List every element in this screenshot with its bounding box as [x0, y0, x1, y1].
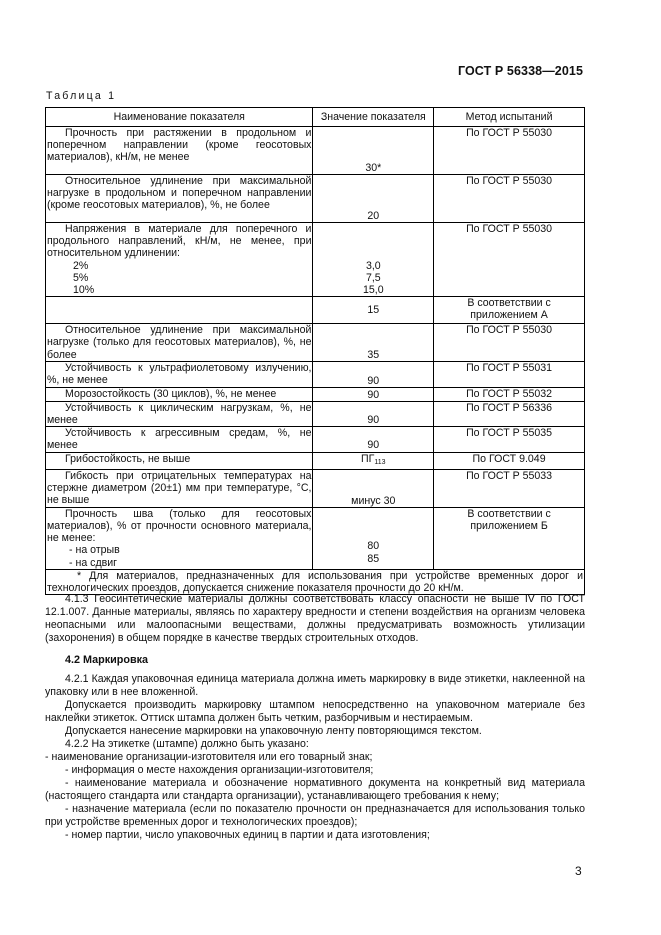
test-method: По ГОСТ Р 56336 — [434, 401, 585, 426]
test-method: В соответствии с приложением Б — [434, 507, 585, 569]
section-heading-4-2: 4.2 Маркировка — [65, 654, 149, 666]
test-method: По ГОСТ Р 55030 — [434, 223, 585, 297]
test-method: По ГОСТ Р 55030 — [434, 127, 585, 175]
sub-item: - на отрыв — [69, 544, 120, 557]
indicator-value: 35 — [313, 324, 434, 362]
indicator-name: Прочность при растяжении в продольном и поперечном направлении (кроме геосотовых материалов), кН/м, не менее — [47, 127, 312, 164]
indicator-name — [46, 297, 313, 324]
table-caption: Таблица 1 — [46, 90, 117, 102]
table-row — [46, 175, 585, 223]
indicator-value: 90 — [313, 387, 434, 401]
list-item: - наименование организации-изготовителя или его товарный знак; — [45, 751, 373, 763]
paragraph-4-2-2: 4.2.2 На этикетке (штампе) должно быть указано: — [65, 738, 309, 750]
test-method: В соответствии с приложением А — [434, 297, 585, 324]
table-row — [46, 469, 585, 507]
test-method: По ГОСТ Р 55030 — [434, 175, 585, 223]
indicator-value: минус 30 — [313, 469, 434, 507]
indicator-name: Устойчивость к агрессивным средам, %, не менее — [47, 427, 312, 452]
document-code-header: ГОСТ Р 56338—2015 — [457, 64, 583, 78]
test-method: По ГОСТ Р 55031 — [434, 361, 585, 387]
table-row — [46, 507, 585, 569]
paragraph-tape: Допускается нанесение маркировки на упаковочную ленту повторяющимся текстом. — [65, 725, 482, 737]
indicator-value-subscript: 113 — [374, 458, 386, 466]
indicator-value: 7,5 — [365, 271, 381, 284]
indicator-value: 90 — [313, 427, 434, 452]
page-number: 3 — [575, 864, 582, 878]
column-header: Наименование показателя — [46, 108, 313, 127]
indicator-value: 90 — [313, 401, 434, 426]
indicator-name: Относительное удлинение при максимальной нагрузке в продольном и поперечном направлении (кроме геосотовых материалов), %, не более — [47, 175, 312, 212]
indicator-name: Напряжения в материале для поперечного и продольного направлений, кН/м, не менее, при относительном удлинении: — [47, 223, 312, 260]
sub-item: 10% — [73, 284, 95, 297]
sub-item: 5% — [73, 271, 89, 284]
table-row — [46, 223, 585, 297]
test-method: По ГОСТ 9.049 — [434, 452, 585, 469]
list-item: - наименование материала и обозначение нормативного документа на конкретный вид материала (настоящего стандарта или стандарта организации), устанавливающего требования к нему; — [45, 777, 585, 802]
test-method: По ГОСТ Р 55033 — [434, 469, 585, 507]
specification-table — [45, 107, 585, 595]
table-row — [46, 361, 585, 387]
table-header-row — [46, 108, 585, 127]
table-footnote: * Для материалов, предназначенных для использования при устройстве временных дорог и технологических проездов, допускается снижение показателя прочности до 20 кН/м. — [47, 569, 583, 595]
paragraph-stamp: Допускается производить маркировку штампом непосредственно на упаковочном материале без наклейки этикеток. Оттиск штампа должен быть четким, разборчивым и нестираемым. — [45, 699, 585, 724]
indicator-name: Устойчивость к циклическим нагрузкам, %, не менее — [47, 401, 312, 427]
indicator-value: 90 — [313, 361, 434, 387]
sub-item: - на сдвиг — [69, 556, 118, 569]
indicator-value: 30* — [313, 127, 434, 175]
column-header: Значение показателя — [313, 108, 434, 127]
test-method: По ГОСТ Р 55035 — [434, 427, 585, 452]
paragraph-4-1-3-block — [45, 593, 585, 645]
list-item: - информация о месте нахождения организации-изготовителя; — [65, 764, 374, 776]
table-row — [46, 427, 585, 452]
indicator-value: 85 — [367, 552, 380, 565]
section-4-2-body — [45, 673, 585, 842]
indicator-name: Относительное удлинение при максимальной нагрузке (только для геосотовых материалов), %, не более — [47, 324, 312, 361]
indicator-name: Гибкость при отрицательных температурах на стержне диаметром (20±1) мм при температуре, °С, не выше — [47, 469, 312, 507]
sub-item: 2% — [73, 259, 89, 272]
indicator-name: Грибостойкость, не выше — [65, 452, 191, 465]
table-row — [46, 452, 585, 469]
paragraph-4-1-3: 4.1.3 Геосинтетические материалы должны соответствовать классу опасности не выше IV по ГОСТ 12.1.007. Данные материалы, являясь по характеру вредности и степени воздействия на организм человека неопасными или малоопасными веществами, должны предусматривать возможность утилизации (захоронения) в общем порядке в качестве твердых строительных отходов. — [45, 593, 585, 644]
table-row — [46, 127, 585, 175]
paragraph-4-2-1: 4.2.1 Каждая упаковочная единица материала должна иметь маркировку в виде этикетки, наклеенной на упаковку или в нее вложенной. — [45, 673, 585, 698]
indicator-name: Морозостойкость (30 циклов), %, не менее — [65, 387, 277, 400]
table-row — [46, 387, 585, 401]
list-item: - назначение материала (если по показателю прочности он предназначается для использования только при устройстве временных дорог и технологических проездов); — [45, 803, 585, 828]
table-row — [46, 324, 585, 362]
indicator-value: 80 — [367, 540, 380, 553]
table-row — [46, 297, 585, 324]
indicator-value: 15,0 — [363, 284, 384, 297]
column-header: Метод испытаний — [434, 108, 585, 127]
indicator-value: 3,0 — [365, 259, 381, 272]
indicator-name: Прочность шва (только для геосотовых материалов), % от прочности основного материала, не менее: — [47, 507, 312, 545]
table-footnote-row — [46, 569, 585, 594]
indicator-value: 15 — [313, 297, 434, 324]
test-method: По ГОСТ Р 55030 — [434, 324, 585, 362]
indicator-name: Устойчивость к ультрафиолетовому излучению, %, не менее — [47, 361, 312, 387]
indicator-value: 20 — [313, 175, 434, 223]
indicator-value: ПГ — [361, 452, 375, 465]
list-item: - номер партии, число упаковочных единиц в партии и дата изготовления; — [65, 829, 430, 841]
test-method: По ГОСТ Р 55032 — [434, 387, 585, 401]
table-row — [46, 401, 585, 426]
